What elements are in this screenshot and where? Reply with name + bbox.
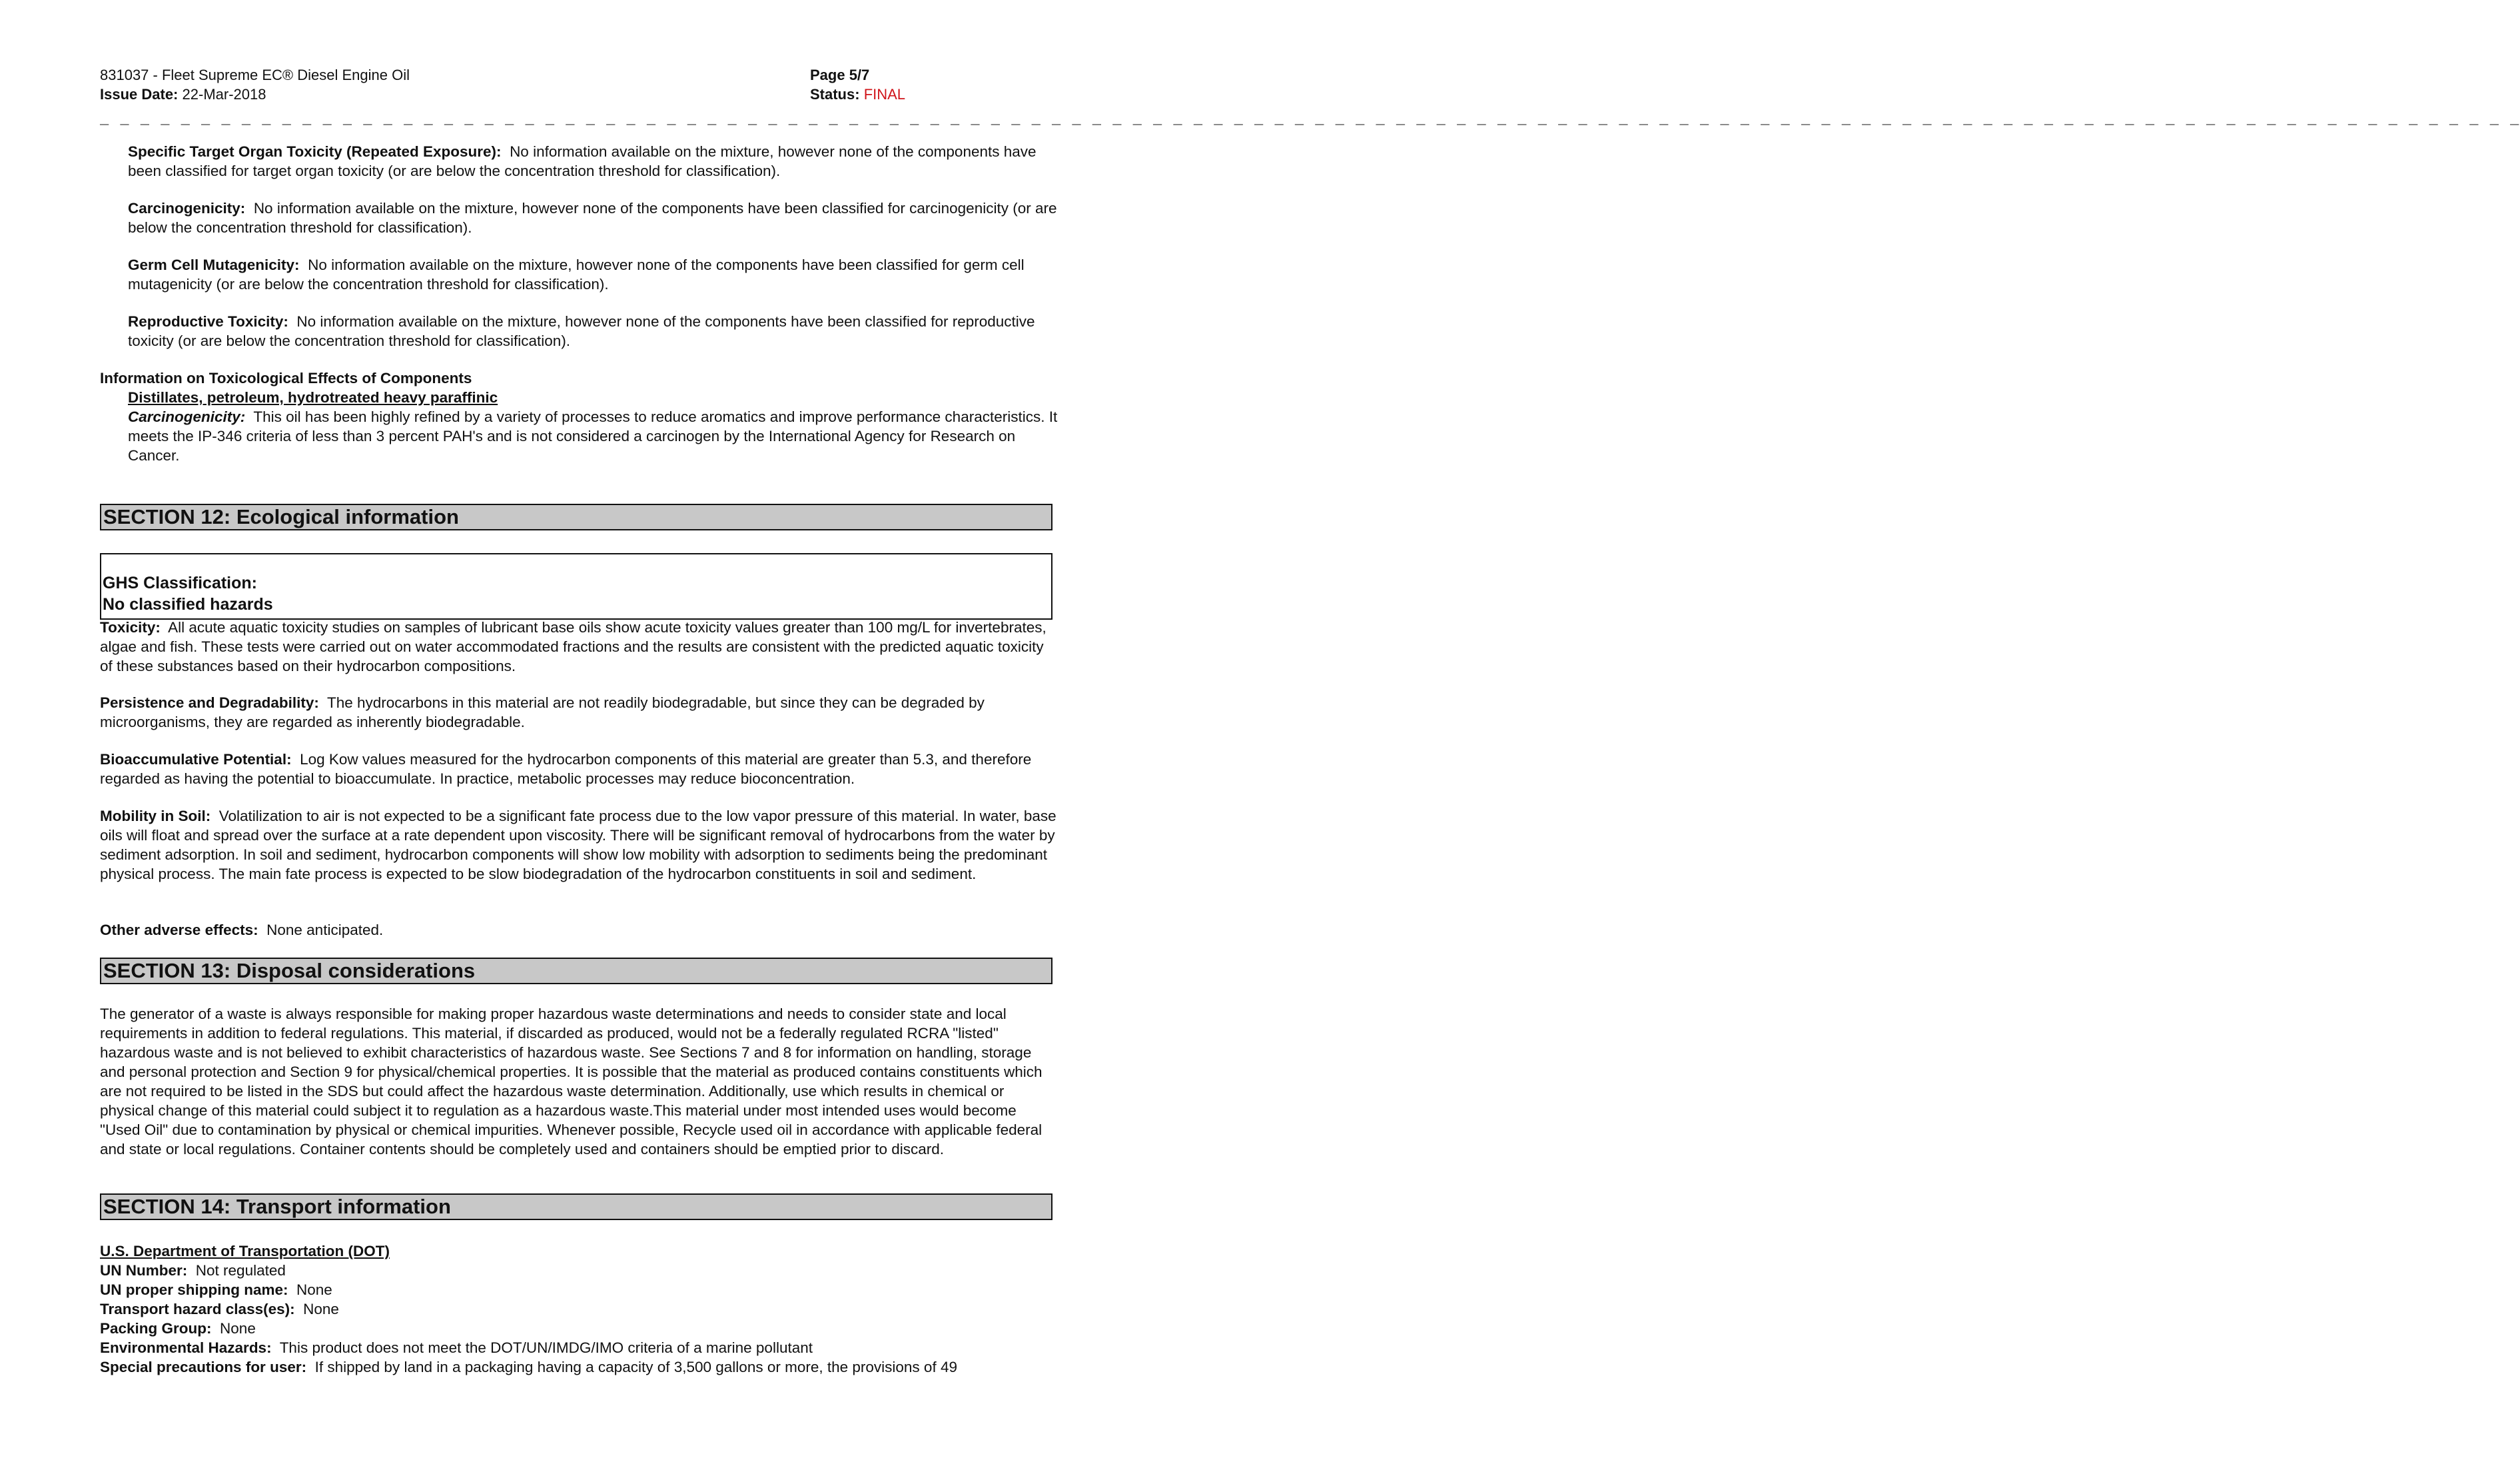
stot-repeated: Specific Target Organ Toxicity (Repeated Exposure): No information available on the mixture, however none of the components have been classified for target organ toxicity (or are below the concentration threshold for classification). bbox=[128, 143, 1037, 179]
component-name: Distillates, petroleum, hydrotreated heavy paraffinic bbox=[128, 389, 498, 406]
status: Status: FINAL bbox=[810, 86, 906, 103]
ghs-value: No classified hazards bbox=[103, 595, 273, 614]
component-carcinogenicity: Carcinogenicity: This oil has been highly refined by a variety of processes to reduce aromatics and improve performance characteristics. It meets the IP-346 criteria of less than 3 percent PAH's and is not considered a carcinogen by the International Agency for Research on Cancer. bbox=[128, 408, 1058, 464]
bioaccumulative-potential: Bioaccumulative Potential: Log Kow values measured for the hydrocarbon components of this material are greater than 5.3, and therefore regarded as having the potential to bioaccumulate. In practice, metabolic processes may reduce bioconcentration. bbox=[100, 751, 1032, 787]
germ-cell-mutagenicity: Germ Cell Mutagenicity: No information available on the mixture, however none of the components have been classified for germ cell mutagenicity (or are below the concentration threshold for classification). bbox=[128, 257, 1025, 293]
disposal-text: The generator of a waste is always responsible for making proper hazardous waste determinations and needs to consider state and local requirements in addition to federal regulations. This material, if discarded as produced, would not be a federally regulated RCRA "listed" hazardous waste and is not believed to exhibit characteristics of hazardous waste. See Sections 7 and 8 for information on handling, storage and personal protection and Section 9 for physical/chemical properties. It is possible that the material as produced contains constituents which are not required to be listed in the SDS but could affect the hazardous waste determination. Additionally, use which results in chemical or physical change of this material could subject it to regulation as a hazardous waste.This material under most intended uses would become "Used Oil" due to contamination by physical or chemical impurities. Whenever possible, Recycle used oil in accordance with applicable federal and state or local regulations. Container contents should be completely used and containers should be emptied prior to discard. bbox=[100, 1006, 1043, 1157]
eco-toxicity: Toxicity: All acute aquatic toxicity studies on samples of lubricant base oils show acute toxicity values greater than 100 mg/L for invertebrates, algae and fish. These tests were carried out on water accommodated fractions and the results are consistent with the predicted aquatic toxicity of these substances based on their hydrocarbon compositions. bbox=[100, 619, 1047, 674]
special-precautions: Special precautions for user: If shipped by land in a packaging having a capacity of 3,500 gallons or more, the provisions of 49 bbox=[100, 1359, 957, 1375]
persistence-degradability: Persistence and Degradability: The hydrocarbons in this material are not readily biodegradable, but since they can be degraded by microorganisms, they are regarded as inherently biodegradable. bbox=[100, 694, 985, 730]
page-number: Page 5/7 bbox=[810, 67, 870, 83]
other-adverse-effects: Other adverse effects: None anticipated. bbox=[100, 922, 384, 938]
un-number: UN Number: Not regulated bbox=[100, 1262, 286, 1279]
doc-title: 831037 - Fleet Supreme EC® Diesel Engine Oil bbox=[100, 67, 410, 83]
dot-heading: U.S. Department of Transportation (DOT) bbox=[100, 1243, 390, 1259]
section-12-header: SECTION 12: Ecological information bbox=[100, 504, 1052, 530]
ghs-classification-box bbox=[100, 553, 1052, 620]
mobility-in-soil: Mobility in Soil: Volatilization to air is not expected to be a significant fate process due to the low vapor pressure of this material. In water, base oils will float and spread over the surface at a rate dependent upon viscosity. There will be significant removal of hydrocarbons from the water by sediment adsorption. In soil and sediment, hydrocarbon components will show low mobility with adsorption to sediments being the predominant physical process. The main fate process is expected to be slow biodegradation of the hydrocarbon constituents in soil and sediment. bbox=[100, 808, 1056, 882]
components-heading: Information on Toxicological Effects of Components bbox=[100, 370, 472, 386]
reproductive-toxicity: Reproductive Toxicity: No information available on the mixture, however none of the components have been classified for reproductive toxicity (or are below the concentration threshold for classification). bbox=[128, 313, 1035, 349]
transport-hazard-class: Transport hazard class(es): None bbox=[100, 1301, 339, 1317]
issue-date: Issue Date: 22-Mar-2018 bbox=[100, 86, 266, 103]
section-13-header: SECTION 13: Disposal considerations bbox=[100, 958, 1052, 984]
un-shipping-name: UN proper shipping name: None bbox=[100, 1281, 332, 1298]
carcinogenicity: Carcinogenicity: No information available on the mixture, however none of the components have been classified for carcinogenicity (or are below the concentration threshold for classification). bbox=[128, 200, 1057, 236]
header-divider: _ _ _ _ _ _ _ _ _ _ _ _ _ _ _ _ _ _ _ _ _ _ _ _ _ _ _ _ _ _ _ _ _ _ _ _ _ _ _ _ _ _ _ _ _ _ _ _ _ _ _ _ _ _ _ _ _ _ _ _ _ _ _ _ _ _ _ _ _ _ _ _ _ _ _ _ _ _ _ _ _ _ _ _ _ _ _ _ _ _ _ _ _ _ _ _ _ _ _ _ _ _ _ _ _ _ _ _ _ _ _ _ _ _ _ _ _ _ _ _ bbox=[100, 111, 2520, 128]
ghs-label: GHS Classification: bbox=[103, 574, 257, 592]
environmental-hazards: Environmental Hazards: This product does not meet the DOT/UN/IMDG/IMO criteria of a marine pollutant bbox=[100, 1339, 813, 1356]
packing-group: Packing Group: None bbox=[100, 1320, 256, 1337]
section-14-header: SECTION 14: Transport information bbox=[100, 1193, 1052, 1220]
